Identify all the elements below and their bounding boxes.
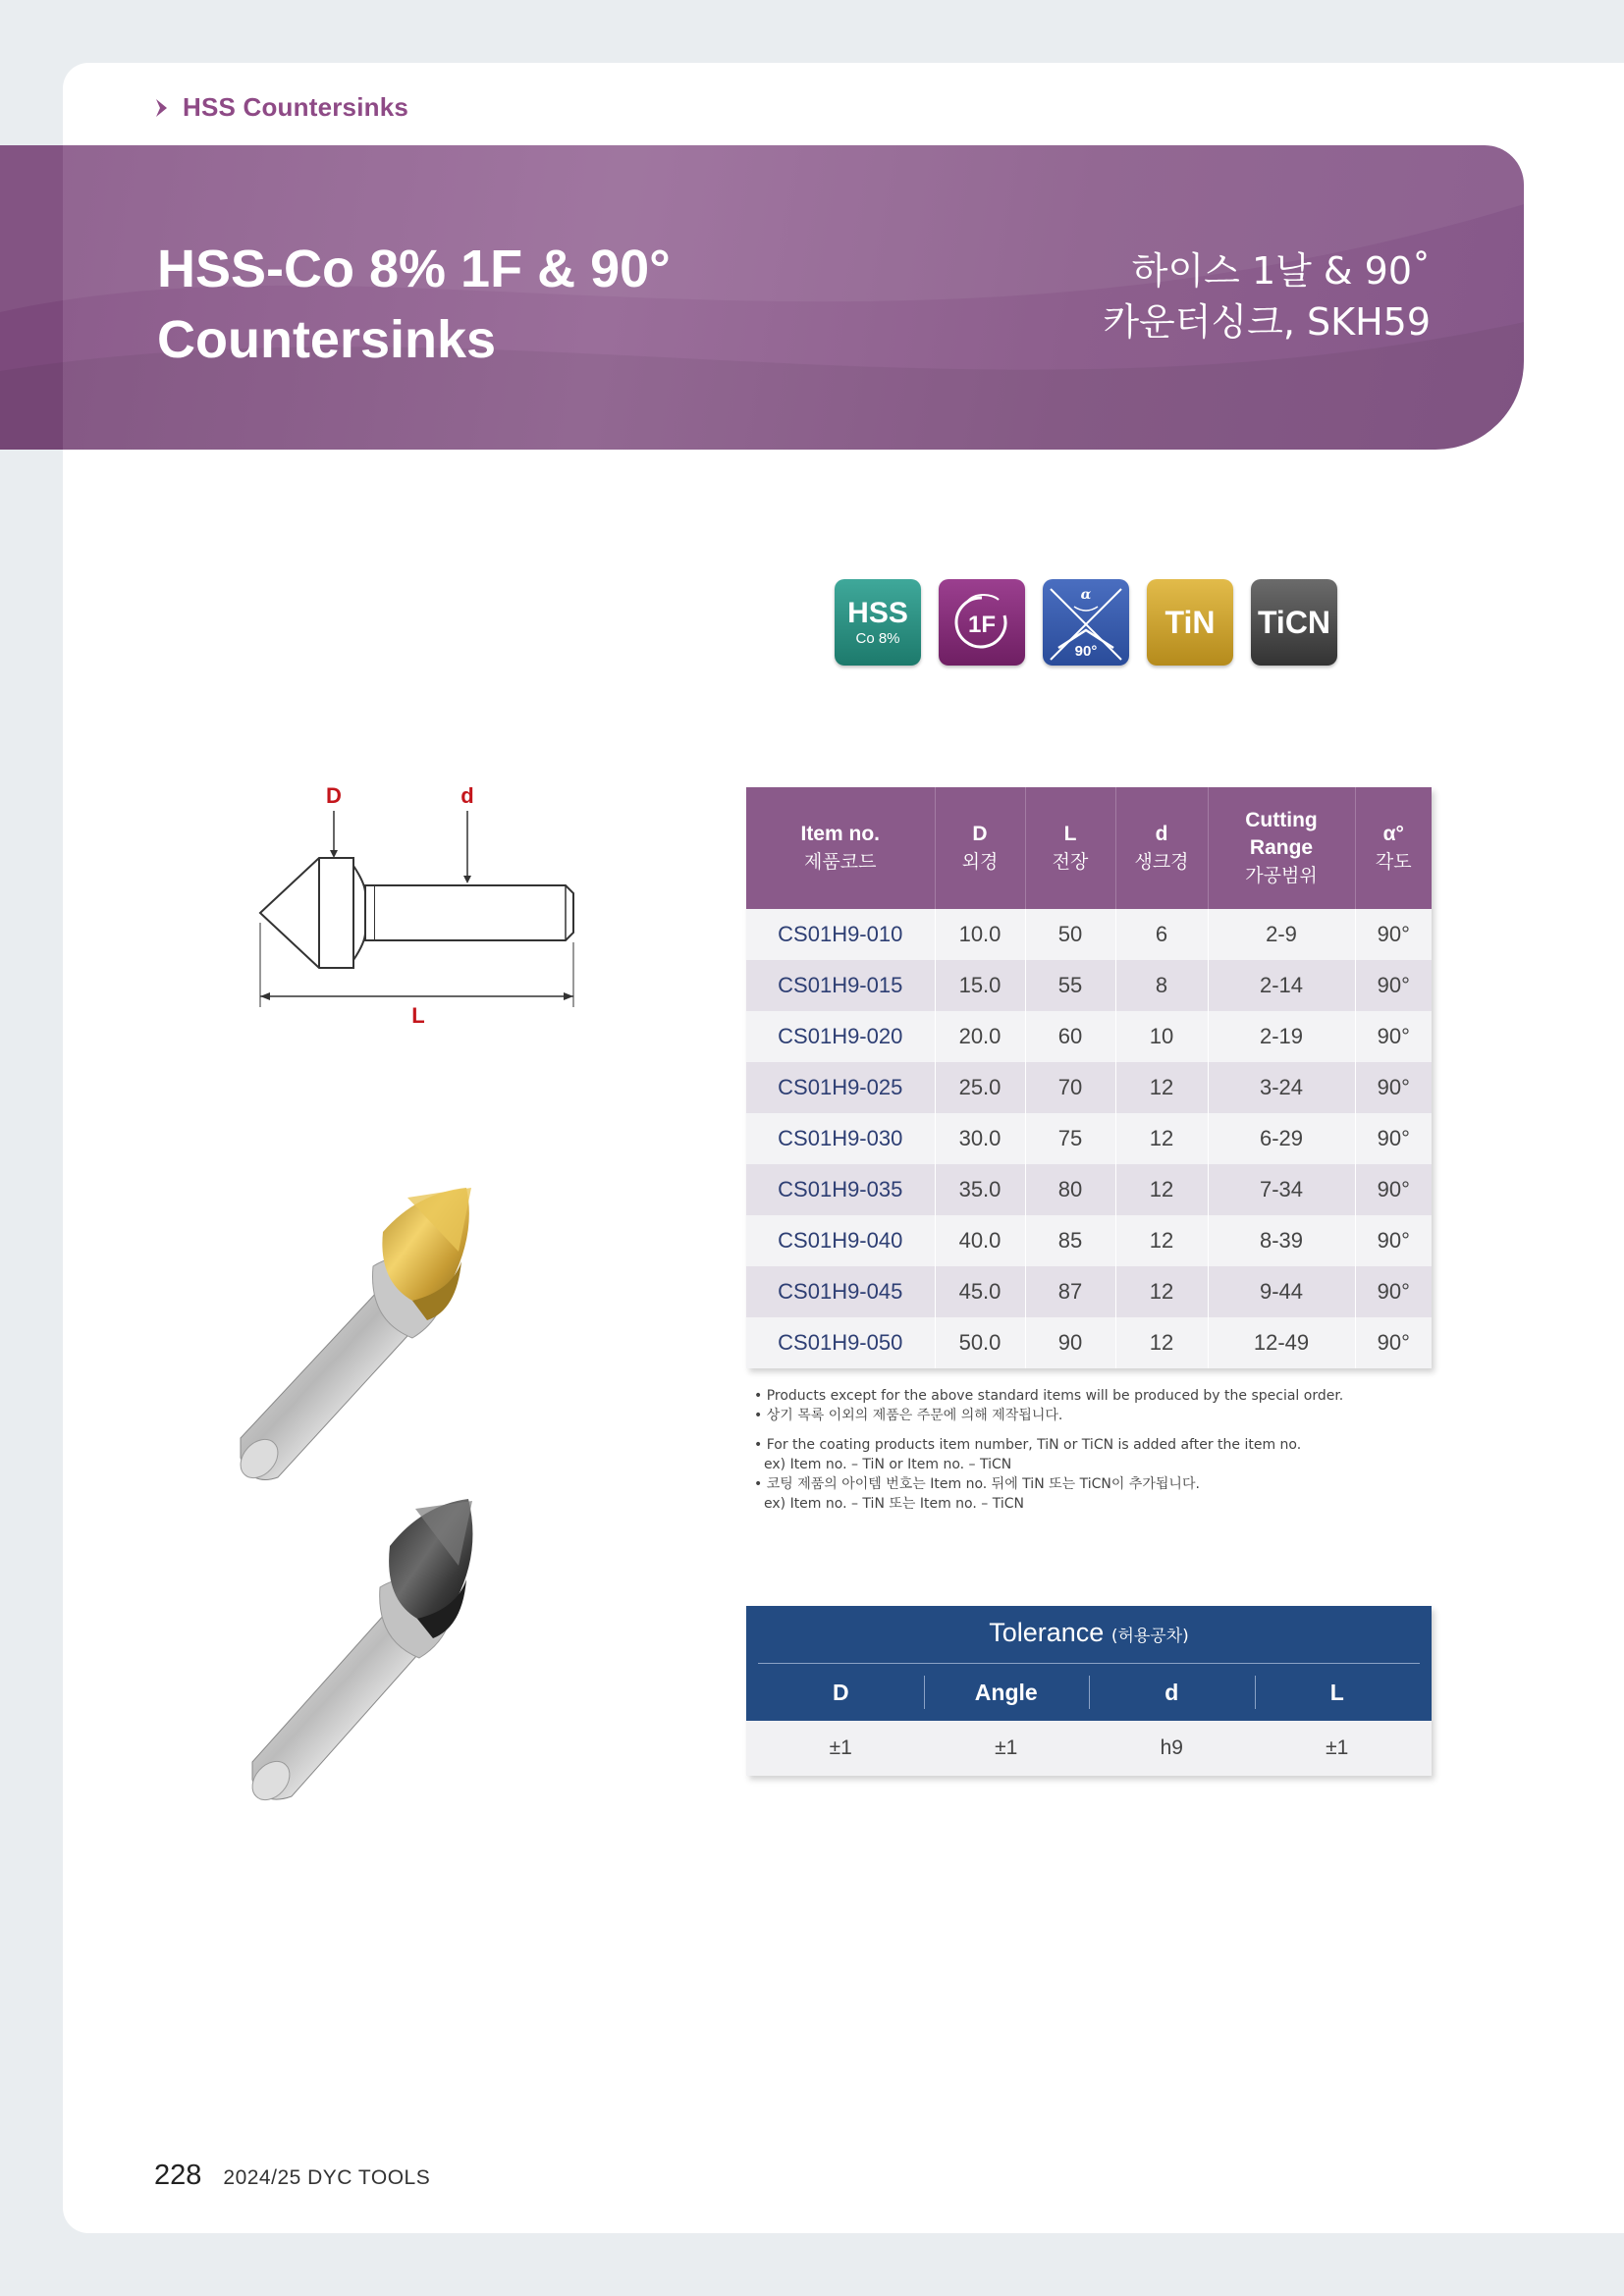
col-cutting-range: Cutting Range 가공범위: [1208, 787, 1355, 909]
table-row: CS01H9-040 40.0 85 12 8-39 90°: [746, 1215, 1432, 1266]
note-coating-ko: • 코팅 제품의 아이템 번호는 Item no. 뒤에 TiN 또는 TiCN이 추가됩니다.: [754, 1476, 1200, 1492]
tol-col-L: L: [1255, 1664, 1421, 1721]
tol-col-D: D: [832, 1680, 849, 1705]
page-number: 228: [154, 2160, 202, 2191]
label-d: d: [460, 783, 474, 808]
table-row: CS01H9-025 25.0 70 12 3-24 90°: [746, 1062, 1432, 1113]
note-coating: • For the coating products item number, TiN or TiCN is added after the item no.: [754, 1437, 1302, 1453]
ticn-countersink-photo: [241, 1497, 604, 1811]
col-D: D 외경: [935, 787, 1025, 909]
table-row: CS01H9-015 15.0 55 8 2-14 90°: [746, 960, 1432, 1011]
note-special-order-ko: • 상기 목록 이외의 제품은 주문에 의해 제작됩니다.: [754, 1408, 1063, 1423]
tol-value-angle: ±1: [995, 1736, 1018, 1759]
svg-text:90°: 90°: [1074, 643, 1098, 660]
angle-badge: [1043, 579, 1129, 666]
table-row: CS01H9-035 35.0 80 12 7-34 90°: [746, 1164, 1432, 1215]
breadcrumb-label: HSS Countersinks: [183, 92, 409, 122]
page-title: HSS-Co 8% 1F & 90° Countersinks: [157, 240, 671, 369]
note-coating-example-ko: ex) Item no. – TiN 또는 Item no. – TiCN: [764, 1496, 1024, 1512]
tolerance-table: [746, 1606, 1432, 1776]
feature-badges: [835, 579, 1337, 666]
single-flute-icon: [947, 588, 1016, 657]
note-special-order: • Products except for the above standard items will be produced by the special order.: [754, 1388, 1344, 1404]
hss-badge: HSS Co 8%: [835, 579, 921, 666]
tolerance-values-row: [746, 1721, 1432, 1776]
flute-badge: [939, 579, 1025, 666]
table-row: CS01H9-050 50.0 90 12 12-49 90°: [746, 1317, 1432, 1368]
tin-coating-badge: TiN: [1147, 579, 1233, 666]
dimension-drawing: [245, 775, 599, 1031]
footnotes: [754, 1386, 1441, 1514]
col-d: d 생크경: [1115, 787, 1208, 909]
title-banner: [0, 145, 1524, 450]
breadcrumb[interactable]: [153, 92, 408, 123]
table-row: CS01H9-045 45.0 87 12 9-44 90°: [746, 1266, 1432, 1317]
tolerance-title: Tolerance (허용공차): [758, 1606, 1420, 1664]
col-angle: α° 각도: [1355, 787, 1432, 909]
note-coating-example: ex) Item no. – TiN or Item no. – TiCN: [764, 1457, 1012, 1472]
col-L: L 전장: [1025, 787, 1115, 909]
label-D: D: [326, 783, 342, 808]
table-row: CS01H9-020 20.0 60 10 2-19 90°: [746, 1011, 1432, 1062]
table-row: CS01H9-030 30.0 75 12 6-29 90°: [746, 1113, 1432, 1164]
label-L: L: [411, 1003, 425, 1028]
col-item-no: Item no. 제품코드: [746, 787, 935, 909]
ticn-coating-badge: TiCN: [1251, 579, 1337, 666]
tol-value-D: ±1: [829, 1736, 852, 1759]
spec-table: [746, 787, 1432, 1368]
table-row: CS01H9-010 10.0 50 6 2-9 90°: [746, 909, 1432, 960]
tol-col-angle: Angle: [924, 1664, 1090, 1721]
tol-value-L: ±1: [1326, 1736, 1349, 1759]
svg-text:1F: 1F: [967, 612, 997, 638]
publication-name: 2024/25 DYC TOOLS: [223, 2166, 431, 2189]
angle-90-icon: [1045, 581, 1127, 664]
tin-countersink-photo: [231, 1173, 594, 1507]
tol-value-d: h9: [1160, 1736, 1183, 1759]
page-title-korean: 하이스 1날 & 90˚ 카운터싱크, SKH59: [1103, 249, 1431, 344]
chevron-right-icon: [153, 97, 171, 119]
tol-col-d: d: [1089, 1664, 1255, 1721]
page-footer: [154, 2160, 430, 2192]
svg-text:α: α: [1080, 587, 1092, 603]
spec-table-header: [746, 787, 1432, 909]
